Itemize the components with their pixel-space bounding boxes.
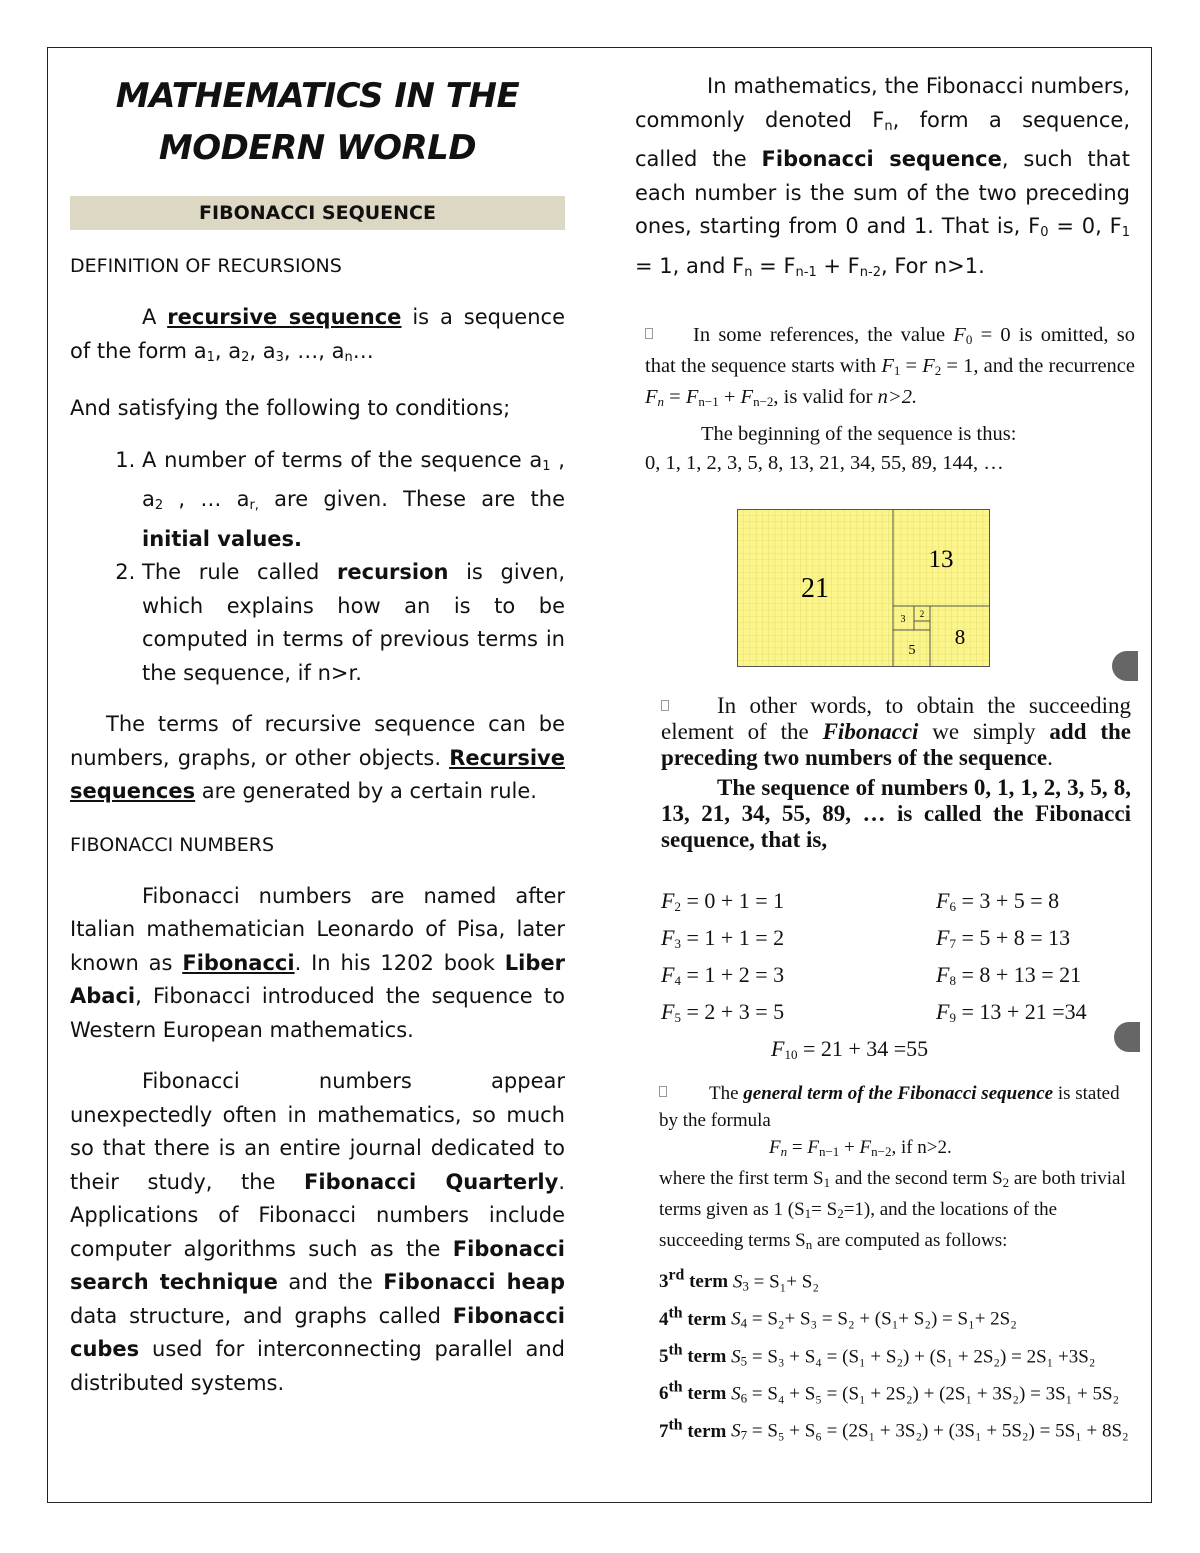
- equation: $F_7 = 5 + 8 = 13$: [936, 925, 1071, 951]
- bullet-icon: [659, 1086, 667, 1097]
- heading-definition: DEFINITION OF RECURSIONS: [70, 255, 342, 277]
- sequence-values: 0, 1, 1, 2, 3, 5, 8, 13, 21, 34, 55, 89, 144, …: [645, 452, 1004, 474]
- conditions-list: [70, 444, 565, 691]
- square-label-13: 13: [928, 546, 954, 573]
- equation: $F_3 = 1 + 1 = 2$: [661, 925, 785, 951]
- square-label-5: 5: [908, 643, 916, 658]
- heading-fibonacci-numbers: FIBONACCI NUMBERS: [70, 833, 275, 856]
- bullet-icon: [645, 328, 653, 339]
- decorative-dot: [1114, 1022, 1140, 1052]
- recursive-sequence-term: recursive sequence: [167, 305, 402, 329]
- paragraph-recursive-terms: The terms of recursive sequence can be numbers, graphs, or other objects. Recursive sequences are generated by a certain rule.: [70, 712, 565, 803]
- equation: $F_9 = 13 + 21 =34$: [936, 999, 1087, 1025]
- term-formula: 6th term $S_6 = S_4 + S_5 = (S_1 + 2S_2) + (2S_1 + 3S_2) = 3S_1 + 5S_2$: [659, 1378, 1120, 1406]
- paragraph-conditions: And satisfying the following to conditions;: [70, 396, 511, 420]
- left-column: [70, 70, 565, 1400]
- square-label-2: 2: [919, 609, 925, 619]
- general-formula: $F_n = F_{n-1} + F_{n-2}$, if n>2.: [769, 1137, 952, 1159]
- note-add-preceding: In other words, to obtain the succeeding element of the Fibonacci we simply add the preceding two numbers of the sequence. The sequence of numbers 0, 1, 1, 2, 3, 5, 8, 13, 21, 34, 55, 89, … is called the Fibonacci sequence, that is,: [661, 693, 1131, 852]
- note-alternative-start: In some references, the value $F_0 = 0$ is omitted, so that the sequence starts with $F_1 = F_2 = 1$, and the recurrence $F_n = F_{n-1} + F_{n-2}$, is valid for n>2. The beginning of the sequence is thus: 0, 1, 1, 2, 3, 5, 8, 13, 21, 34, 55, 89, 144, …: [645, 324, 1135, 474]
- page-title: MATHEMATICS IN THE MODERN WORLD: [115, 76, 520, 168]
- square-label-8: 8: [954, 625, 966, 649]
- formula-explanation: where the first term $S_1$ and the second term $S_2$ are both trivial terms given as 1 $(S_1= S_2=1)$, and the locations of the succeeding terms $S_n$ are computed as follows:: [659, 1168, 1126, 1252]
- paragraph-fibonacci-history: Fibonacci numbers are named after Italian mathematician Leonardo of Pisa, later known as Fibonacci. In his 1202 book Liber Abaci, Fibonacci introduced the sequence to Western European mathematics.: [70, 883, 565, 1042]
- term-formula: 5th term $S_5 = S_3 + S_4 = (S_1 + S_2) + (S_1 + 2S_2) = 2S_1 +3S_2$: [659, 1341, 1096, 1368]
- equation: $F_4 = 1 + 2 = 3$: [661, 962, 785, 988]
- equation: $F_5 = 2 + 3 = 5$: [661, 999, 785, 1025]
- decorative-dot: [1112, 651, 1138, 681]
- paragraph-recursive-sequence: A recursive sequence is a sequence of the form $a_1$, $a_2$, $a_3$, …, $a_n\dots$: [70, 305, 565, 365]
- square-label-3: 3: [900, 614, 906, 625]
- equation: $F_6 = 3 + 5 = 8$: [936, 888, 1060, 914]
- list-item: 1. A number of terms of the sequence $a_1$ , $a_2$ , … $a_{r,}$ are given. These are the initial values.: [142, 444, 565, 557]
- list-item: 2. The rule called recursion is given, which explains how an is to be computed in terms of previous terms in the sequence, if n>r.: [142, 556, 565, 690]
- term-formula: 3rd term $S_3 = S_1+ S_2$: [659, 1267, 819, 1294]
- paragraph-fibonacci-applications: Fibonacci numbers appear unexpectedly often in mathematics, so much so that there is an entire journal dedicated to their study, the Fibonacci Quarterly. Applications of Fibonacci numbers include computer algorithms such as the Fibonacci search technique and the Fibonacci heap data structure, and graphs called Fibonacci cubes used for interconnecting parallel and distributed systems.: [70, 1069, 565, 1395]
- fibonacci-spiral-figure: [737, 509, 990, 667]
- term-formula: 4th term $S_4 = S_2+ S_3 = S_2 + (S_1+ S_2) = S_1+ 2S_2$: [659, 1304, 1017, 1331]
- bullet-icon: [661, 700, 669, 711]
- square-label-21: 21: [801, 573, 829, 604]
- equation: $F_2 = 0 + 1 = 1$: [661, 888, 785, 914]
- section-banner: FIBONACCI SEQUENCE: [70, 196, 565, 230]
- right-column: [635, 70, 1130, 289]
- equation: $F_8 = 8 + 13 = 21$: [936, 962, 1082, 988]
- term-formula: 7th term $S_7 = S_5 + S_6 = (2S_1 + 3S_2) + (3S_1 + 5S_2) = 5S_1 + 8S_2$: [659, 1416, 1129, 1443]
- equation-list: [661, 885, 1131, 1070]
- equation: $F_{10} = 21 + 34 =55$: [771, 1036, 929, 1062]
- paragraph-fibonacci-definition: In mathematics, the Fibonacci numbers, commonly denoted $F_n$, form a sequence, called the Fibonacci sequence, such that each number is the sum of the two preceding ones, starting from 0 and 1. That is, $F_0 = 0$, $F_1 = 1$, and $F_n = F_{n-1} + F_{n-2}$, For n>1.: [635, 74, 1131, 280]
- note-general-term: The general term of the Fibonacci sequence is stated by the formula $F_n = F_{n-1} + F_{n-2}$, if n>2. where the first term $S_1$ and the second term $S_2$ are both trivial terms given as 1 $(S_1= S_2=1)$, and the locations of the succeeding terms $S_n$ are computed as follows: 3rd term $S_3 = S_1+ S_2$ 4th term $S_4 = S_2+ S_3 = S_2 + (S_1+ S_2) = S_1+ 2S_2$ 5th term $S_5 = S_3 + S_4 = (S_1 + S_2) + (S_1 + 2S_2) = 2S_1 +3S_2$ 6th term $S_6 = S_4 + S_5 = (S_1 + 2S_2) + (2S_1 + 3S_2) = 3S_1 + 5S_2$ 7th term $S_7 = S_5 + S_6 = (2S_1 + 3S_2) + (3S_1 + 5S_2) = 5S_1 + 8S_2$: [659, 1080, 1139, 1449]
